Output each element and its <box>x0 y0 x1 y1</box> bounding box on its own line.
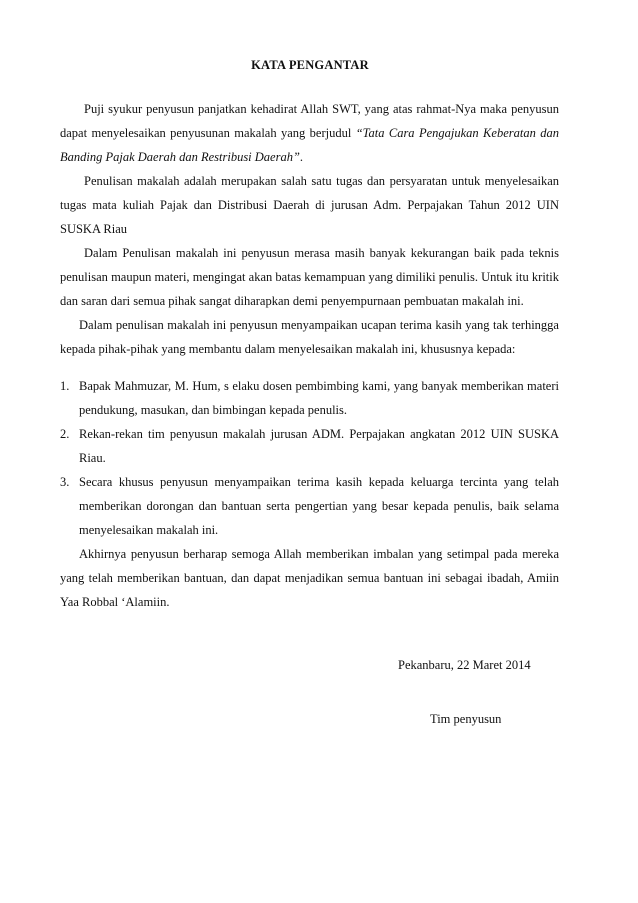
paragraph-purpose: Penulisan makalah adalah merupakan salah satu tugas dan persyaratan untuk menyelesaikan tugas mata kuliah Pajak dan Distribusi Daerah di jurusan Adm. Perpajakan Tahun 2012 UIN SUSKA Riau <box>60 174 559 236</box>
paragraph-intro-start: Puji syukur penyusun panjatkan kehadirat Allah SWT, yang atas rahmat-Nya maka penyusun dapat menyelesaikan penyusunan makalah yang berjudul <box>60 102 559 140</box>
paragraph-thanks: Dalam penulisan makalah ini penyusun menyampaikan ucapan terima kasih yang tak terhingga kepada pihak-pihak yang membantu dalam menyelesaikan makalah ini, khususnya kepada: <box>60 318 559 356</box>
page-title: KATA PENGANTAR <box>251 58 369 72</box>
paragraph-closing: Akhirnya penyusun berharap semoga Allah memberikan imbalan yang setimpal pada mereka yang telah memberikan bantuan, dan dapat menjadikan semua bantuan ini sebagai ibadah, Amiin Yaa Robbal ‘Alamiin. <box>60 547 559 609</box>
document-body <box>60 97 559 614</box>
list-item-number: 2. <box>60 427 70 441</box>
paper-title-italic: “Tata Cara Pengajukan Keberatan dan Banding Pajak Daerah dan Restribusi Daerah” <box>60 126 559 164</box>
list-item-number: 1. <box>60 379 70 393</box>
list-item-text: Bapak Mahmuzar, M. Hum, s elaku dosen pembimbing kami, yang banyak memberikan materi pendukung, masukan, dan bimbingan kepada penulis. <box>79 379 559 417</box>
list-item <box>60 374 559 422</box>
paragraph-limitations: Dalam Penulisan makalah ini penyusun merasa masih banyak kekurangan baik pada teknis penulisan maupun materi, mengingat akan batas kemampuan yang dimiliki penulis. Untuk itu kritik dan saran dari semua pihak sangat diharapkan demi penyempurnaan pembuatan makalah ini. <box>60 246 559 308</box>
list-item <box>60 422 559 470</box>
thanks-list <box>60 374 559 542</box>
list-item-text: Secara khusus penyusun menyampaikan terima kasih kepada keluarga tercinta yang telah memberikan dorongan dan bantuan serta pengertian yang besar kepada penulis, baik selama menyelesaikan makalah ini. <box>79 475 559 537</box>
list-item-number: 3. <box>60 475 70 489</box>
place-date: Pekanbaru, 22 Maret 2014 <box>398 658 531 672</box>
list-item-text: Rekan-rekan tim penyusun makalah jurusan ADM. Perpajakan angkatan 2012 UIN SUSKA Riau. <box>79 427 559 465</box>
paragraph-intro <box>60 97 559 169</box>
list-item <box>60 470 559 542</box>
signer-name: Tim penyusun <box>430 712 502 726</box>
paragraph-intro-end: . <box>299 150 304 164</box>
